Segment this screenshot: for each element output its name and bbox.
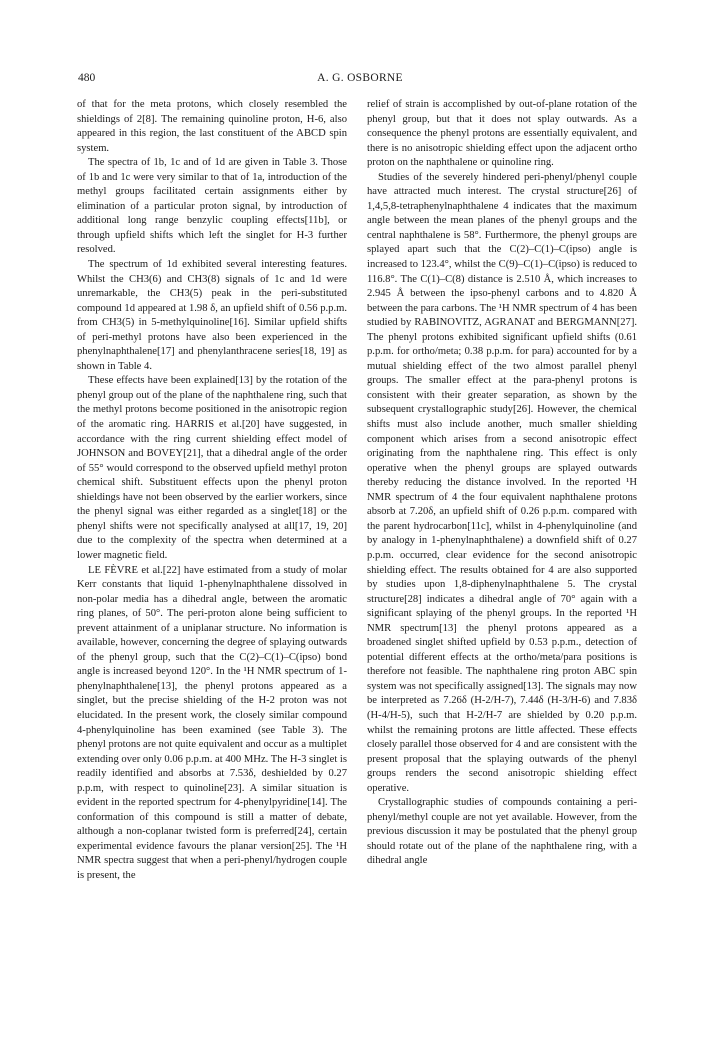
paragraph: Crystallographic studies of compounds containing a peri-phenyl/methyl couple are not yet available. However, from the previous discussion it may be postulated that the phenyl group should rotate out of the plane of the naphthalene ring, with a dihedral angle	[367, 797, 637, 867]
right-column	[367, 98, 637, 869]
paragraph: LE FÈVRE et al.[22] have estimated from a study of molar Kerr constants that liquid 1-phenylnaphthalene dissolved in non-polar media has a dihedral angle, between the aromatic ring planes, of 50°. The peri-proton alone being sufficient to prevent attainment of a uniplanar structure. No information is available, however, concerning the degree of splaying outwards of the phenyl group, such that the C(2)–C(1)–C(ipso) bond angle is increased beyond 120°. In the ¹H NMR spectrum of 1-phenylnaphthalene[13], the phenyl protons appeared as a singlet, but the precise shielding of the H-2 proton was not elucidated. In the present work, the closely similar compound 4-phenylquinoline has been examined (see Table 3). The phenyl protons are not quite equivalent and occur as a multiplet extending over only 0.06 p.p.m. at 400 MHz. The H-3 singlet is readily identified and absorbs at 7.53δ, deshielded by 0.27 p.p.m, with respect to quinoline[23]. A similar situation is evident in the reported spectrum for 4-phenylpyridine[14]. The conformation of this compound is still a matter of debate, although a non-coplanar twisted form is preferred[24], certain experimental evidence favours the planar version[25]. The ¹H NMR spectra suggest that when a peri-phenyl/hydrogen couple is present, the	[77, 564, 347, 881]
paragraph: relief of strain is accomplished by out-of-plane rotation of the phenyl group, but that it does not splay outwards. As a consequence the phenyl protons are essentially equivalent, and there is no anisotropic shielding effect upon the adjacent ortho proton on the naphthalene or quinoline ring.	[367, 99, 637, 169]
paragraph: The spectra of 1b, 1c and of 1d are given in Table 3. Those of 1b and 1c were very similar to that of 1a, introduction of the methyl groups facilitated certain assignments either by elimination of a particular proton signal, by introduction of additional long range benzylic coupling effects[11b], or through upfield shifts which left the singlet for H-3 further resolved.	[77, 157, 347, 256]
paragraph: of that for the meta protons, which closely resembled the shieldings of 2[8]. The remaining quinoline proton, H-6, also appeared in this region, the last constituent of the ABCD spin system.	[77, 99, 347, 154]
left-column	[77, 98, 347, 884]
running-head: A. G. OSBORNE	[317, 72, 403, 84]
paragraph: The spectrum of 1d exhibited several interesting features. Whilst the CH3(6) and CH3(8) signals of 1c and 1d were unremarkable, the CH3(5) peak in the peri-substituted compound 1d appeared at 1.98 δ, an upfield shift of 0.56 p.p.m. from CH3(5) in 5-methylquinoline[16]. Similar upfield shifts of peri-methyl protons have also been experienced in the phenylnaphthalene[17] and phenylanthracene series[18, 19] as shown in Table 4.	[77, 259, 347, 372]
page-number: 480	[78, 72, 96, 84]
paragraph: These effects have been explained[13] by the rotation of the phenyl group out of the plane of the naphthalene ring, such that the methyl protons become positioned in the anisotropic region of the aromatic ring. HARRIS et al.[20] have suggested, in accordance with the ring current shielding effect model of JOHNSON and BOVEY[21], that a dihedral angle of the order of 55° would correspond to the observed upfield methyl proton chemical shift. Substituent effects upon the phenyl proton shieldings have not been observed by the earlier workers, since the phenyl signal was either regarded as a singlet[18] or the phenyl shifts were not specifically analysed at all[17, 19, 20] due to the complexity of the spectra when determined at a lower magnetic field.	[77, 375, 347, 561]
paragraph: Studies of the severely hindered peri-phenyl/phenyl couple have attracted much interest. The crystal structure[26] of 1,4,5,8-tetraphenylnaphthalene 4 indicates that the maximum angle between the mean planes of the phenyl groups and the central naphthalene is 58°. Furthermore, the phenyl groups are splayed apart such that the C(2)–C(1)–C(ipso) angle is increased to 123.4°, whilst the C(9)–C(1)–C(ipso) is reduced to 116.8°. The C(1)–C(8) distance is 2.510 Å, which increases to 2.945 Å between the ipso-phenyl carbons and to 4.820 Å between the para carbons. The ¹H NMR spectrum of 4 has been studied by RABINOVITZ, AGRANAT and BERGMANN[27]. The phenyl protons exhibited significant upfield shifts (0.61 p.p.m. for ortho/meta; 0.38 p.p.m. for para) accounted for by a mutual shielding effect of the two almost parallel phenyl groups. The smaller effect at the para-phenyl protons is consistent with their greater separation, as shown by the subsequent crystallographic study[26]. However, the chemical shifts must also include another, much smaller shielding component which arises from a second anisotropic effect originating from the naphthalene ring. This effect is only operative when the phenyl groups are splayed outwards thereby reducing the distance involved. In the reported ¹H NMR spectrum of 4 the four equivalent naphthalene protons absorb at 7.20δ, an upfield shift of 0.26 p.p.m. compared with the parent hydrocarbon[11c], whilst in 4-phenylquinoline (and by analogy in 1-phenylnaphthalene) a downfield shift of 0.27 p.p.m. occurred, clear evidence for the second anisotropic shielding effect. The results obtained for 4 are also supported by studies upon 1,8-diphenylnaphthalene 5. The crystal structure[28] indicates a dihedral angle of 70° again with a significant splaying of the phenyl groups. In the reported ¹H NMR spectrum[13] the phenyl protons appeared as a broadened singlet shifted upfield by 0.53 p.p.m., detection of potential different effects at the ortho/meta/para positions is therefore not feasible. The naphthalene ring proton ABC spin system was not specifically assigned[13]. The signals may now be interpreted as 7.26δ (H-2/H-7), 7.44δ (H-3/H-6) and 7.83δ (H-4/H-5), such that H-2/H-7 are shielded by 0.20 p.p.m. whilst the remaining protons are little affected. These effects closely parallel those observed for 4 and are consistent with the present proposal that the splaying outwards of the phenyl groups renders the second anisotropic shielding effect operative.	[367, 171, 637, 794]
page-header	[78, 72, 642, 88]
